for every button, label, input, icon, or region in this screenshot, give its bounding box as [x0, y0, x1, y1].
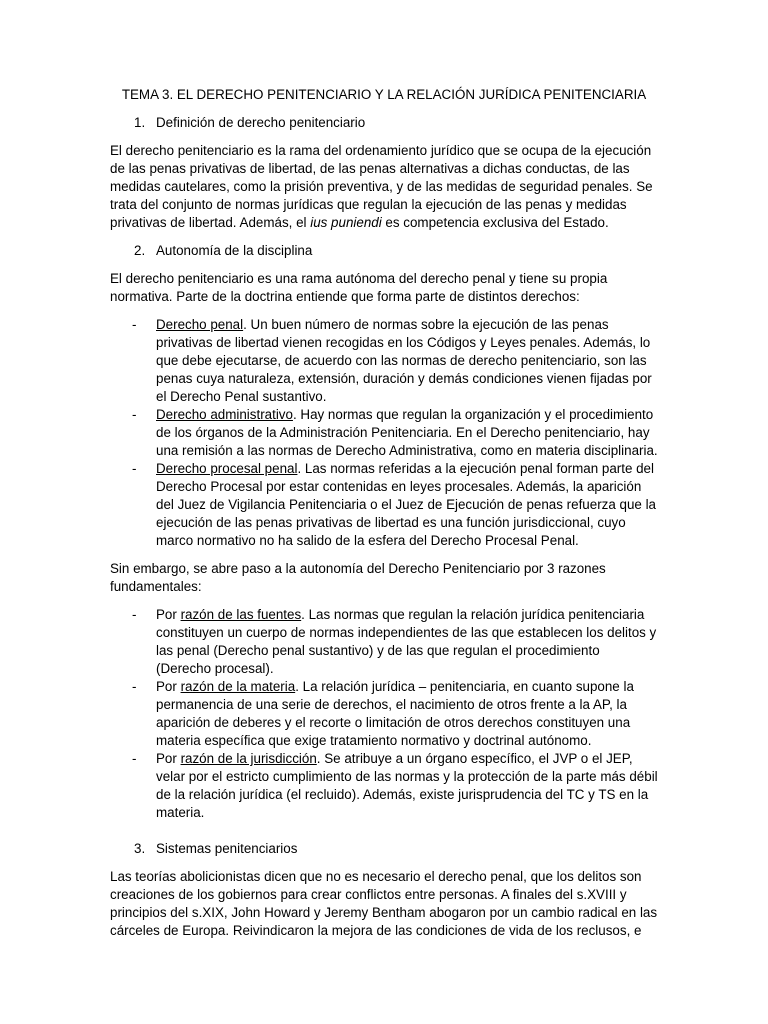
paragraph-text: El derecho penitenciario es la rama del ordenamiento jurídico que se ocupa de la ejecución de las penas privativas de libertad, de las penas alternativas a dichas conductas, de las medidas cautelares, como la prisión preventiva, y de las medidas de seguridad penales. Se trata del conjunto de normas jurídicas que regulan la ejecución de las penas y medidas privativas de libertad. Además, el — [110, 143, 653, 230]
underlined-term: razón de la materia — [180, 679, 296, 694]
item-text: . Hay normas que regulan la organización y el procedimiento de los órganos de la Administración Penitenciaria. En el Derecho penitenciario, hay una remisión a las normas de Derecho Administrativa, como en materia disciplinaria. — [156, 407, 658, 458]
list-item — [110, 316, 658, 406]
item-prefix: Por — [156, 751, 181, 766]
spacer — [110, 832, 658, 840]
underlined-term: Derecho penal — [156, 317, 244, 332]
section-number: 2. — [134, 243, 146, 258]
section-number: 1. — [134, 115, 146, 130]
list-item — [110, 750, 658, 822]
dash-bullet: - — [132, 407, 137, 422]
dash-bullet: - — [132, 607, 137, 622]
underlined-term: Derecho procesal penal — [156, 461, 298, 476]
item-text: . Un buen número de normas sobre la ejecución de las penas privativas de libertad vienen recogidas en los Códigos y Leyes penales. Además, lo que debe ejecutarse, de acuerdo con las normas de derecho penitenciario, son las penas cuya naturaleza, extensión, duración y demás condiciones vienen fijadas por el Derecho Penal sustantivo. — [156, 317, 652, 404]
underlined-term: Derecho administrativo — [156, 407, 293, 422]
dash-bullet: - — [132, 751, 137, 766]
dash-bullet: - — [132, 679, 137, 694]
underlined-term: razón de la jurisdicción — [180, 751, 317, 766]
section-3-heading — [110, 840, 658, 858]
latin-term: ius puniendi — [310, 215, 382, 230]
section-3-paragraph: Las teorías abolicionistas dicen que no es necesario el derecho penal, que los delitos son creaciones de los gobiernos para crear conflictos entre personas. A finales del s.XVIII y principios del s.XIX, John Howard y Jeremy Bentham abogaron por un cambio radical en las cárceles de Europa. Reivindicaron la mejora de las condiciones de vida de los reclusos, e — [110, 869, 658, 938]
item-text: . Las normas referidas a la ejecución penal forman parte del Derecho Procesal por estar contenidas en leyes procesales. Además, la aparición del Juez de Vigilancia Penitenciaria o el Juez de Ejecución de penas refuerza que la ejecución de las penas privativas de libertad es una función jurisdiccional, cuyo marco normativo no ha salido de la esfera del Derecho Procesal Penal. — [156, 461, 656, 548]
item-text: . Se atribuye a un órgano específico, el JVP o el JEP, velar por el estricto cumplimiento de las normas y la protección de la parte más débil de la relación jurídica (el recluido). Además, existe jurisprudencia del TC y TS en la materia. — [156, 751, 658, 820]
section-number: 3. — [134, 841, 146, 856]
section-2-intro: El derecho penitenciario es una rama autónoma del derecho penal y tiene su propia normativa. Parte de la doctrina entiende que forma parte de distintos derechos: — [110, 271, 608, 304]
section-title: Sistemas penitenciarios — [156, 841, 298, 856]
item-prefix: Por — [156, 607, 181, 622]
underlined-term: razón de las fuentes — [180, 607, 302, 622]
section-title: Definición de derecho penitenciario — [156, 115, 366, 130]
item-text: . Las normas que regulan la relación jurídica penitenciaria constituyen un cuerpo de normas independientes de las que establecen los delitos y las penal (Derecho penal sustantivo) y de las que regulan el procedimiento (Derecho procesal). — [156, 607, 657, 676]
item-prefix: Por — [156, 679, 181, 694]
list-item — [110, 606, 658, 678]
reasons-list — [110, 606, 658, 822]
section-title: Autonomía de la disciplina — [156, 243, 313, 258]
branches-list — [110, 316, 658, 550]
section-1-paragraph — [110, 142, 658, 232]
document-title: TEMA 3. EL DERECHO PENITENCIARIO Y LA RELACIÓN JURÍDICA PENITENCIARIA — [121, 87, 647, 102]
section-1-heading — [110, 114, 658, 132]
dash-bullet: - — [132, 461, 137, 476]
section-2-heading — [110, 242, 658, 260]
section-2-outro: Sin embargo, se abre paso a la autonomía del Derecho Penitenciario por 3 razones fundamentales: — [110, 561, 606, 594]
dash-bullet: - — [132, 317, 137, 332]
list-item — [110, 406, 658, 460]
paragraph-text: es competencia exclusiva del Estado. — [381, 215, 609, 230]
item-text: . La relación jurídica – penitenciaria, en cuanto supone la permanencia de una serie de derechos, el nacimiento de otros frente a la AP, la aparición de deberes y el recorte o limitación de otros derechos constituyen una materia específica que exige tratamiento normativo y doctrinal autónomo. — [156, 679, 634, 748]
list-item — [110, 678, 658, 750]
list-item — [110, 460, 658, 550]
